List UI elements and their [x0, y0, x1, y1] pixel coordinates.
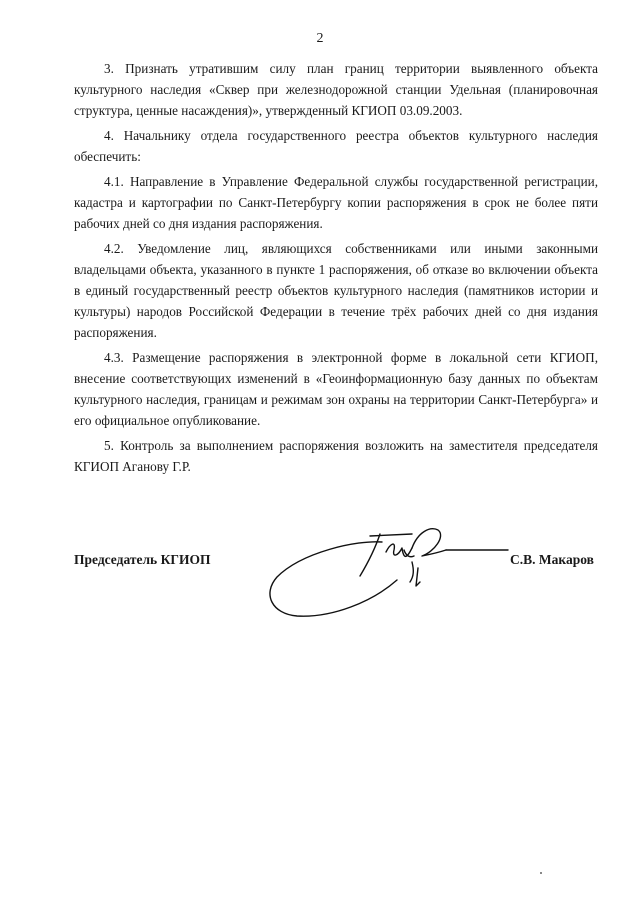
paragraph-4-1: 4.1. Направление в Управление Федеральной службы государственной регистрации, кадастра и картографии по Санкт-Петербургу копии распоряжения в срок не более пяти рабочих дней со дня издания распоряжения. [74, 174, 598, 231]
paragraph-4-3: 4.3. Размещение распоряжения в электронной форме в локальной сети КГИОП, внесение соответствующих изменений в «Геоинформационную базу данных по объектам культурного наследия, границам и режимам зон охраны на территории Санкт-Петербурга» и его официальное опубликование. [74, 350, 598, 428]
signatory-name: С.В. Макаров [510, 552, 594, 567]
scan-speck [540, 872, 542, 874]
page-number: 2 [316, 31, 324, 46]
paragraph-5: 5. Контроль за выполнением распоряжения возложить на заместителя председателя КГИОП Аганову Г.Р. [74, 438, 598, 474]
signatory-title: Председатель КГИОП [74, 552, 211, 567]
handwritten-signature [262, 522, 510, 622]
paragraph-4: 4. Начальнику отдела государственного реестра объектов культурного наследия обеспечить: [74, 128, 598, 164]
document-body [74, 58, 598, 481]
paragraph-3: 3. Признать утратившим силу план границ территории выявленного объекта культурного наследия «Сквер при железнодорожной станции Удельная (планировочная структура, ценные насаждения)», утвержденный КГИОП 03.09.2003. [74, 61, 598, 118]
paragraph-4-2: 4.2. Уведомление лиц, являющихся собственниками или иными законными владельцами объекта, указанного в пункте 1 распоряжения, об отказе во включении объекта в единый государственный реестр объектов культурного наследия (памятников истории и культуры) народов Российской Федерации в течение трёх рабочих дней со дня издания распоряжения. [74, 241, 598, 340]
